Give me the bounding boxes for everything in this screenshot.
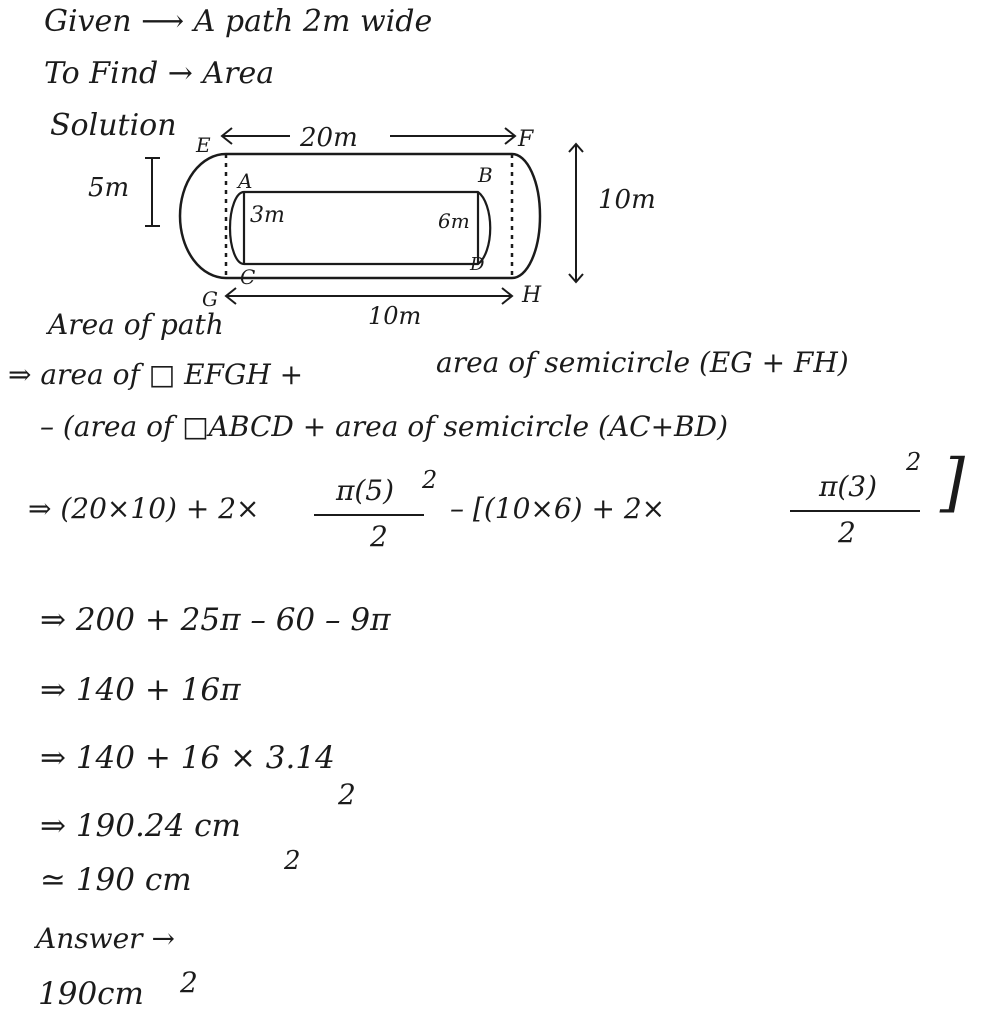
step-line-6: ⇒ 140 + 16 × 3.14 xyxy=(40,740,335,776)
bottom-length-label: 10m xyxy=(368,302,422,328)
fraction-bar-2 xyxy=(790,510,920,512)
label-h: H xyxy=(522,283,542,308)
right-height-label: 10m xyxy=(598,185,656,215)
step-line-3b: – [(10×6) + 2× xyxy=(450,492,666,525)
step-line-3a: ⇒ (20×10) + 2× xyxy=(28,492,260,525)
fraction-numerator-1: π(5) xyxy=(335,474,395,507)
label-c: C xyxy=(240,265,256,289)
label-a: A xyxy=(238,169,253,193)
answer-value: 190cm xyxy=(38,976,144,1012)
exponent-2: 2 xyxy=(906,448,922,476)
label-f: F xyxy=(518,127,534,152)
step-line-2: – (area of □ABCD + area of semicircle (AC+BD) xyxy=(40,410,729,443)
step-line-4: ⇒ 200 + 25π – 60 – 9π xyxy=(40,602,391,638)
exponent-1: 2 xyxy=(422,466,438,494)
step-line-1a: ⇒ area of □ EFGH + xyxy=(8,358,304,391)
arrow-icon: ⟶ xyxy=(141,4,194,39)
exponent-line-8: 2 xyxy=(284,846,301,876)
answer-label: Answer → xyxy=(36,922,175,955)
top-dimension-arrow xyxy=(222,128,515,144)
label-d: D xyxy=(470,254,485,275)
arrow-icon: → xyxy=(167,56,203,91)
exponent-line-7: 2 xyxy=(338,778,356,811)
path-figure xyxy=(0,118,700,328)
label-g: G xyxy=(202,287,218,311)
solution-label: Solution xyxy=(50,108,177,143)
left-radius-label: 5m xyxy=(88,173,130,203)
answer-exponent: 2 xyxy=(180,966,198,999)
fraction-numerator-2: π(3) xyxy=(818,470,878,503)
left-dimension-bracket xyxy=(145,158,160,226)
right-dimension-bracket xyxy=(569,144,583,282)
area-of-path-label: Area of path xyxy=(48,308,224,341)
inner-right-label: 6m xyxy=(438,209,470,233)
step-line-8: ≃ 190 cm xyxy=(40,862,192,898)
step-line-1b: area of semicircle (EG + FH) xyxy=(436,346,849,379)
to-find-line xyxy=(44,56,274,91)
step-line-7: ⇒ 190.24 cm xyxy=(40,808,241,844)
to-find-value: Area xyxy=(202,56,275,91)
step-line-5: ⇒ 140 + 16π xyxy=(40,672,241,708)
given-label: Given xyxy=(44,4,132,39)
given-value: A path 2m wide xyxy=(193,4,433,39)
label-b: B xyxy=(478,163,493,187)
given-line xyxy=(44,4,432,39)
fraction-denominator-2: 2 xyxy=(838,516,856,549)
inner-left-label: 3m xyxy=(250,203,285,228)
fraction-denominator-1: 2 xyxy=(370,520,388,553)
to-find-label: To Find xyxy=(44,56,159,91)
closing-bracket: ] xyxy=(940,446,965,520)
top-length-label: 20m xyxy=(300,123,358,153)
label-e: E xyxy=(196,133,211,157)
fraction-bar-1 xyxy=(314,514,424,516)
